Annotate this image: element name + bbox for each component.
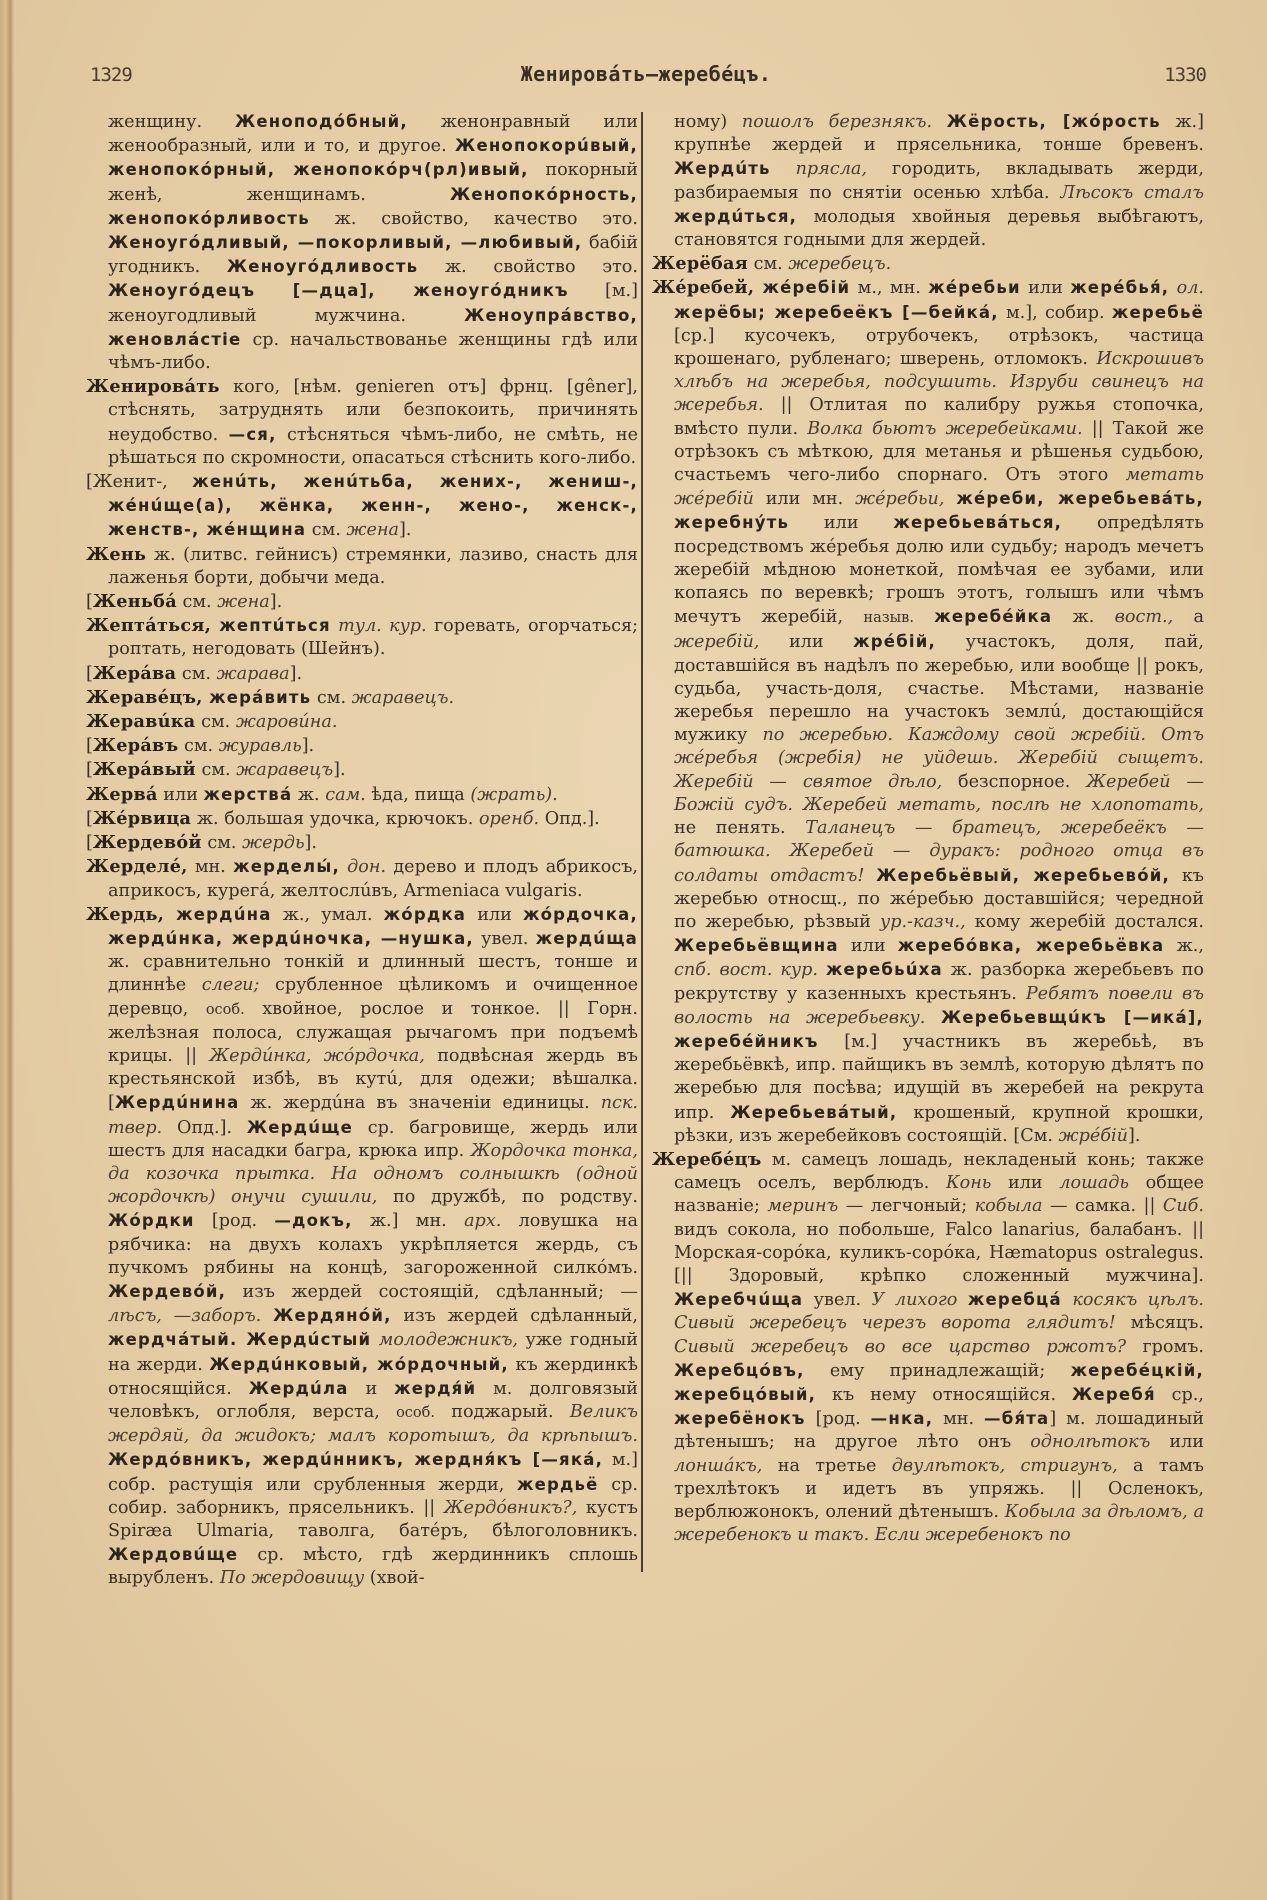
italic-text: ур.-казч.,: [879, 911, 966, 932]
dictionary-entry: [86, 855, 638, 902]
entry-text: [932, 112, 947, 132]
entry-text: ж. жердúна въ значеніи единицы.: [239, 1093, 601, 1114]
entry-text: стѣсняться чѣмъ-либо, не смѣть, не рѣшаться по скромности, опасаться стѣснить кого-либо.: [108, 424, 638, 468]
derived-headword: жерёбы; жеребеёкъ [—бейкá,: [674, 302, 999, 322]
italic-text: дон.: [347, 857, 387, 878]
italic-text: У лихого: [871, 1290, 958, 1311]
entry-text: къ жердинкѣ относящійся.: [108, 1354, 638, 1399]
entry-text: общее названіе;: [674, 1173, 1204, 1217]
derived-headword: —бя́та: [984, 1409, 1050, 1429]
italic-text: Искрошивъ хлѣбъ на жеребья, подсушить. Изруби свинецъ на жеребья.: [674, 349, 1204, 416]
derived-headword: жеребьúха: [825, 960, 943, 980]
entry-text: [914, 607, 934, 627]
italic-text: пск. твер.: [108, 1093, 638, 1138]
entry-text: срубленное цѣликомъ и очищенное деревцо,: [108, 975, 638, 1019]
derived-headword: Жердúнина: [114, 1093, 240, 1113]
entry-text: или: [838, 936, 898, 957]
derived-headword: Жёрость, [жóрость: [946, 112, 1161, 131]
italic-text: Жеребей — Божій судъ. Жеребей метать, послѣ не хлопотать,: [674, 771, 1204, 815]
entry-text: Опд.].: [539, 808, 600, 829]
entry-text: [: [86, 808, 93, 829]
italic-text: ол.: [1176, 278, 1204, 299]
entry-headword: Жеравéцъ,: [86, 686, 210, 708]
entry-text: молодыя хвойныя деревья выбѣгаютъ, становятся годными для жердей.: [674, 206, 1204, 251]
derived-headword: жеребьевáться,: [893, 513, 1063, 533]
italic-text: двулѣтокъ, стригунъ,: [891, 1455, 1118, 1476]
derived-headword: Жеребьевщúкъ [—икá],: [940, 1007, 1204, 1027]
entry-text: [1169, 278, 1176, 298]
small-text: назыв.: [863, 610, 914, 627]
derived-headword: Женоугóдливость: [226, 257, 419, 277]
italic-text: по жеребью. Каждому свой жребій. Отъ жéребья (жребія) не уйдешь. Жеребій сыщетъ. Жеребій — святое дѣло,: [674, 725, 1204, 792]
italic-text: сам.: [325, 784, 366, 805]
entry-text: Опд.].: [162, 1117, 247, 1138]
derived-headword: жерделы́,: [233, 857, 340, 877]
entry-text: ср. багровище, жердь или шестъ для насадки багра, крюка ипр.: [108, 1117, 638, 1161]
entry-text: см.: [311, 687, 352, 708]
entry-text: м. долговязый человѣкъ, оглобля, верста,: [108, 1378, 638, 1422]
italic-text: Великъ жердяй, да жидокъ; малъ коротышъ, да крѣпышъ.: [108, 1401, 638, 1447]
entry-text: видъ сокола, но побольше, Falco lanarius, балабанъ. || Морская-сорóка, куликъ-сорóка, Hæmatopus ostralegus. [|| Здоровый, крѣпко сложенный мужчина].: [674, 1219, 1204, 1286]
entry-text: см.: [195, 760, 237, 781]
italic-text: Кобыла за дѣломъ, а жеребенокъ и такъ. Если жеребенокъ по: [674, 1501, 1204, 1546]
derived-headword: жерáвить: [209, 687, 312, 707]
italic-text: жеребій,: [674, 632, 760, 653]
derived-headword: жеребéйка: [934, 607, 1053, 627]
dictionary-entry: [86, 783, 638, 807]
entry-text: ж., умал.: [271, 904, 384, 925]
entry-text: см.: [201, 833, 243, 854]
entry-text: по дружбѣ, по родству.: [377, 1187, 639, 1208]
entry-text: (хвой-: [364, 1568, 425, 1589]
italic-text: арх.: [464, 1211, 502, 1232]
derived-headword: Жеребцóвъ,: [674, 1360, 805, 1380]
italic-text: Сиб.: [1162, 1196, 1204, 1217]
entry-text: [ср.] кусочекъ, отрубочекъ, отрѣзокъ, частица крошенаго, рубленаго; шверень, отломокъ.: [674, 325, 1204, 370]
entry-headword: Жептáться,: [86, 615, 220, 637]
entry-text: см.: [195, 712, 236, 733]
entry-text: м. самецъ лошадь, некладеный конь; также самецъ оселъ, верблюдъ.: [674, 1149, 1204, 1194]
entry-text: [род.: [805, 1409, 871, 1430]
entry-text: женщину.: [108, 112, 235, 132]
italic-text: жаравецъ: [236, 760, 334, 781]
page-number-left: 1329: [90, 64, 132, 86]
italic-text: молодежникъ,: [378, 1330, 519, 1351]
derived-headword: Жердúнковый, жóрдочный,: [209, 1354, 509, 1374]
derived-headword: жéреби, жеребьевáть, жеребнýть: [674, 489, 1204, 533]
entry-text: [771, 159, 796, 179]
derived-headword: —докъ,: [274, 1211, 353, 1231]
entry-text: мн.: [187, 857, 234, 878]
entry-text: ѣда, пища: [365, 784, 471, 805]
derived-headword: жердчáтый. Жердúстый: [108, 1330, 372, 1350]
italic-text: косякъ цѣлъ. Сивый жеребецъ черезъ ворота глядитъ!: [674, 1290, 1205, 1334]
entry-text: или: [789, 513, 894, 534]
derived-headword: Жеребьевáтый,: [730, 1102, 898, 1122]
derived-headword: —нка,: [870, 1409, 934, 1429]
italic-text: По жердовищу: [219, 1568, 365, 1589]
italic-text: жеребецъ.: [788, 254, 892, 275]
dictionary-entry: [86, 686, 638, 710]
entry-text: или: [1150, 1432, 1204, 1453]
entry-headword: Жéрвица: [92, 807, 192, 829]
entry-continuation: [86, 110, 638, 375]
entry-text: [м.] женоугодливый мужчина.: [108, 281, 638, 326]
italic-text: Волка бьютъ жеребейками.: [807, 418, 1083, 439]
small-text: особ.: [205, 1001, 245, 1018]
entry-text: или: [1020, 278, 1071, 299]
derived-headword: Женоподóбный,: [235, 112, 408, 131]
derived-headword: жóрдка: [383, 904, 467, 924]
derived-headword: жерствá: [203, 784, 293, 804]
entry-text: бабій угодникъ.: [108, 233, 638, 278]
italic-text: кобыла: [974, 1196, 1043, 1217]
entry-headword: Жеравúка: [86, 711, 196, 733]
entry-text: горевать, огорчаться; роптать, негодовать (Шейнъ).: [108, 616, 639, 660]
italic-text: Ребятъ повели въ волость на жеребьевку.: [674, 983, 1204, 1028]
entry-text: или: [991, 1173, 1060, 1194]
italic-text: (жрать).: [470, 784, 558, 805]
derived-headword: жерéбья́,: [1070, 278, 1170, 298]
entry-text: ж.: [1052, 607, 1115, 628]
entry-text: м.] собр. растущія или срубленныя жерди,: [108, 1450, 638, 1495]
derived-headword: Женоупрáвство, женовлáстіе: [108, 305, 638, 349]
entry-text: см.: [176, 592, 218, 613]
entry-text: кого, [нѣм. genieren отъ] фрнц. [gêner], стѣснять, затруднять или безпокоить, причинять неудобство.: [108, 377, 638, 445]
entry-text: ж. свойство это.: [418, 257, 638, 278]
derived-headword: жеребéцкій, жеребцóвый,: [674, 1360, 1204, 1404]
dictionary-entry: [652, 1148, 1204, 1547]
entry-text: [818, 960, 826, 980]
entry-text: или: [466, 904, 524, 925]
entry-text: городить, вкладывать жерди, разбираемыя по снятіи осенью хлѣба.: [674, 159, 1204, 203]
dictionary-entry: [86, 758, 638, 782]
entry-text: изъ жердей сдѣланный,: [391, 1306, 638, 1327]
entry-text: [261, 1306, 273, 1326]
entry-text: ж. свойство, качество это.: [309, 208, 638, 229]
italic-text: жрéбій: [1058, 1125, 1128, 1146]
column-divider: [641, 112, 643, 1572]
dictionary-entry: [86, 375, 638, 470]
entry-continuation: [652, 110, 1204, 252]
dictionary-entry: [86, 614, 638, 661]
entry-text: кому жеребій достался.: [965, 911, 1204, 932]
derived-headword: жердúна: [176, 904, 272, 924]
derived-headword: Женопокорúвый, женопокóрный, женопокóрч(рл)ивый,: [108, 136, 638, 180]
entry-text: м., мн.: [850, 278, 929, 299]
entry-text: ему принадлежащій;: [804, 1360, 1071, 1381]
entry-text: см.: [178, 736, 219, 757]
entry-text: ж. (литвс. гейнисъ) стремянки, лазиво, снасть для лаженья борти, добычи меда.: [108, 544, 638, 588]
derived-headword: жептúться: [219, 616, 331, 636]
entry-text: опредѣлять посредствомъ жéребья долю или судьбу; народъ мечетъ жеребій мѣдною монеткой, помѣчая ее зубами, или копаясь по веревкѣ; грошъ этотъ, голышъ или чѣмъ мечутъ жеребій,: [674, 513, 1204, 628]
entry-text: [944, 489, 956, 509]
italic-text: жена: [346, 520, 400, 541]
italic-text: Конь: [945, 1173, 992, 1194]
entry-text: къ жеребью относщ., по жéребью доставшійся; чередной по жеребью, рѣзвый: [674, 865, 1205, 932]
derived-headword: Жердевóй,: [108, 1281, 227, 1301]
dictionary-entry: [86, 807, 638, 831]
entry-text: дерево и плодъ абрикосъ, априкосъ, курегá, желтослúвъ, Armeniaca vulgaris.: [108, 857, 638, 901]
entry-headword: Жердевóй: [92, 832, 202, 854]
derived-headword: жрéбій,: [853, 632, 936, 652]
entry-text: а: [1173, 607, 1204, 628]
entry-text: ср. начальствованье женщины гдѣ или чѣмъ-либо.: [108, 329, 638, 374]
italic-text: Таланецъ — братецъ, жеребеёкъ — батюшка. Жеребей — дуракъ: родного отца въ солдаты отдастъ!: [674, 818, 1204, 886]
entry-text: а тамъ трехлѣтокъ и идетъ въ упряжь. || Осленокъ, верблюжонокъ, олений дѣтенышъ.: [674, 1455, 1204, 1522]
entry-text: ж. разборка жеребьевъ по рекрутству у казенныхъ крестьянъ.: [674, 960, 1205, 1004]
derived-headword: жеребéйникъ: [674, 1031, 819, 1051]
entry-text: безспорное.: [942, 771, 1087, 792]
entry-text: || Такой же отрѣзокъ съ мѣткою, для метанья и рѣшенья судьбою, счастьемъ чего-либо спорнаго. Отъ этого: [674, 418, 1204, 486]
entry-text: ж.,: [1164, 936, 1204, 957]
entry-text: — самка. ||: [1042, 1196, 1163, 1217]
entry-headword: Жерáва: [92, 662, 177, 684]
entry-headword: Жерáвый: [92, 759, 196, 781]
italic-text: жена: [217, 592, 270, 613]
running-head: Женировáть—жеребéцъ.: [520, 62, 772, 86]
entry-text: — легчоный;: [838, 1196, 975, 1217]
italic-text: слеги;: [201, 975, 260, 996]
entry-text: [м.] участникъ въ жеребьѣ, въ жеребьёвкѣ, ипр. пайщикъ въ землѣ, которую дѣлятъ по жеребью для посѣва; идущій въ жеребей на рекрута ипр.: [674, 1031, 1204, 1123]
dictionary-entry: [86, 590, 638, 614]
page-header: [86, 62, 1206, 92]
entry-text: ].: [289, 663, 303, 684]
entry-text: громъ.: [1126, 1336, 1205, 1357]
dictionary-entry: [86, 662, 638, 686]
derived-headword: женúть, женúтьба, жених-, жениш-, жéнúще(а), жёнка, женн-, жено-, женск-, женств-, жéнщина: [108, 472, 638, 540]
entry-text: подвѣсная жердь въ крестьянской избѣ, въ кутú, для одежи; вѣшалка. [: [108, 1045, 638, 1114]
italic-text: тул. кур.: [338, 616, 427, 637]
italic-text: Лѣсокъ сталъ: [1060, 182, 1204, 203]
italic-text: лоншáкъ,: [674, 1455, 763, 1476]
entry-text: ж.] мн.: [352, 1211, 465, 1232]
entry-text: ж. большая удочка, крючокъ.: [191, 808, 479, 829]
entry-headword: Жеребéцъ: [652, 1148, 762, 1170]
entry-text: см.: [748, 254, 789, 275]
derived-headword: Жеребьёвый, жеребьевóй,: [876, 865, 1170, 885]
entry-text: [331, 616, 338, 636]
entry-headword: Жервá: [86, 783, 158, 805]
derived-headword: Жердовúще: [108, 1545, 239, 1565]
italic-text: —лѣсъ, —заборъ.: [108, 1281, 638, 1327]
italic-text: меринъ: [767, 1196, 839, 1217]
entry-text: ср. собир. заборникъ, пряcельникъ. ||: [108, 1474, 638, 1518]
derived-headword: Жердúть: [674, 159, 771, 179]
dictionary-entry: [86, 903, 638, 1591]
entry-text: см.: [306, 520, 347, 541]
entry-text: или мн.: [753, 489, 856, 510]
italic-text: вост.,: [1114, 607, 1174, 628]
entry-text: кустъ Spiræa Ulmaria, таволга, батéръ, бѣлоголовникъ.: [108, 1497, 638, 1541]
entry-text: и: [348, 1378, 395, 1399]
entry-text: поджарый.: [435, 1401, 570, 1422]
italic-text: спб. вост. кур.: [674, 960, 818, 981]
derived-headword: жеребóвка, жеребьёвка: [897, 936, 1165, 956]
entry-text: [: [86, 736, 93, 757]
derived-headword: жеребцá: [967, 1290, 1062, 1310]
italic-text: жéребьи,: [855, 489, 945, 510]
entry-text: ].: [304, 833, 317, 854]
entry-headword: Жерёбая: [652, 253, 749, 275]
dictionary-entry: [86, 543, 638, 590]
entry-text: ].: [399, 520, 412, 541]
entry-headword: Жéребей,: [652, 277, 763, 299]
entry-text: ].: [301, 736, 315, 757]
italic-text: Сивый жеребецъ во все царство ржотъ?: [674, 1336, 1127, 1357]
entry-text: ср. мѣсто, гдѣ жердинникъ сплошь вырубленъ.: [108, 1545, 638, 1589]
entry-text: женонравный или женообразный, или и то, и другое.: [108, 112, 639, 157]
derived-headword: жéребій: [762, 278, 851, 298]
derived-headword: —ся,: [228, 424, 277, 444]
entry-text: ж.] крупнѣе жердей и прясельника, тонше бревенъ.: [674, 112, 1205, 156]
entry-text: [371, 1330, 378, 1350]
italic-text: жердь: [242, 833, 305, 854]
entry-text: ж.: [292, 784, 326, 805]
right-column: [652, 110, 1204, 1547]
derived-headword: жеребёнокъ: [674, 1409, 806, 1429]
dictionary-entry: [86, 831, 638, 855]
entry-text: крошеный, крупной крошки, рѣзки, изъ жеребейковъ состоящій. [См.: [674, 1102, 1204, 1146]
page-number-right: 1330: [1164, 64, 1206, 86]
entry-text: [Женит-,: [86, 472, 193, 493]
entry-text: || Отлитая по калибру ружья стопочка, вмѣсто пули.: [674, 395, 1204, 439]
derived-headword: жердьё: [517, 1474, 599, 1494]
small-text: особ.: [396, 1404, 435, 1421]
derived-headword: Жердóвникъ, жердúнникъ, жердня́къ [—якá,: [108, 1450, 604, 1470]
italic-text: жарава: [216, 663, 290, 684]
entry-text: къ нему относящійся.: [816, 1384, 1073, 1405]
entry-text: [1062, 1290, 1073, 1310]
derived-headword: жердúща: [535, 928, 638, 948]
italic-text: однолѣтокъ: [1030, 1432, 1151, 1453]
entry-headword: Женировáть: [86, 376, 220, 398]
entry-text: увел.: [473, 928, 536, 949]
italic-text: метать жéребій: [674, 465, 1204, 510]
entry-text: ср.,: [1155, 1384, 1204, 1405]
entry-text: [: [86, 663, 93, 684]
derived-headword: жердя́й: [394, 1378, 477, 1398]
entry-text: уже годный на жерди.: [108, 1330, 639, 1375]
derived-headword: Жердúла: [248, 1378, 349, 1398]
derived-headword: Жеребя́: [1072, 1384, 1156, 1404]
dictionary-entry: [652, 252, 1204, 276]
derived-headword: жéребьи: [928, 278, 1021, 298]
italic-text: Жердúнка, жóрдочка,: [209, 1045, 425, 1066]
entry-text: ловушка на рябчика: на двухъ колахъ укрѣпляется жердь, съ пучкомъ рябины на концѣ, загороженной силкóмъ.: [108, 1211, 638, 1278]
entry-text: ].: [1127, 1125, 1141, 1146]
book-spine-edge: [0, 0, 14, 1900]
derived-headword: жеребьё: [1111, 302, 1204, 322]
entry-text: участокъ, доля, пай, доставшійся въ надѣлъ по жеребью, или вообще || рокъ, судьба, участь-доля, счастье. Мѣстами, названіе жеребья перешло на участокъ землú, достающійся мужику: [674, 632, 1204, 746]
entry-headword: Жерделé,: [86, 856, 188, 878]
italic-text: Жордочка тонка, да козочка прытка. На одномъ солнышкѣ (одной жордочкѣ) онучи сушили,: [108, 1140, 638, 1208]
entry-text: ному): [674, 112, 742, 132]
entry-text: увел.: [803, 1290, 872, 1311]
entry-text: мѣсяцъ.: [1115, 1313, 1204, 1334]
derived-headword: Жеребьёвщина: [674, 936, 839, 956]
italic-text: пошолъ березнякъ.: [741, 112, 933, 132]
entry-headword: Жерáвъ: [92, 735, 179, 757]
entry-text: [925, 1008, 941, 1028]
entry-text: [: [86, 833, 93, 854]
entry-text: ].: [269, 592, 283, 613]
entry-text: м.], собир.: [998, 302, 1112, 323]
derived-headword: жóрдочка, жердúнка, жердúночка, —нушка,: [108, 904, 638, 948]
derived-headword: Женоугóдецъ [—дца], женоугóдникъ: [108, 281, 569, 301]
entry-text: не пенять.: [674, 818, 806, 839]
entry-text: или: [157, 784, 204, 805]
derived-headword: Жердúще: [246, 1117, 353, 1137]
entry-text: [: [86, 760, 93, 781]
entry-text: [род.: [194, 1211, 275, 1232]
italic-text: оренб.: [478, 808, 540, 829]
entry-text: см.: [176, 663, 217, 684]
left-column: [86, 110, 638, 1591]
entry-headword: Женьбá: [92, 591, 177, 613]
italic-text: прясла,: [795, 159, 867, 180]
derived-headword: Женоугóдливый, —покорливый, —любивый,: [108, 233, 583, 253]
entry-text: на третье: [762, 1455, 892, 1476]
derived-headword: жердúться,: [674, 206, 798, 226]
italic-text: Жердóвникъ?,: [443, 1497, 578, 1518]
italic-text: жаравецъ.: [351, 687, 455, 708]
entry-text: [: [86, 592, 93, 613]
entry-text: или: [759, 632, 854, 653]
dictionary-entry: [86, 470, 638, 543]
derived-headword: Женопокóрность, женопокóрливость: [108, 184, 638, 228]
entry-headword: Жердь,: [86, 903, 177, 925]
italic-text: жаровúна.: [235, 712, 338, 733]
derived-headword: Жóрдки: [108, 1211, 195, 1231]
entry-text: [957, 1290, 968, 1310]
entry-text: хвойное, рослое и тонкое. || Горн. желѣзная полоса, служащая рычагомъ при подъемѣ крицы. ||: [108, 998, 639, 1066]
entry-text: ] м. лошадиный дѣтенышъ; на другое лѣто онъ: [674, 1409, 1204, 1453]
entry-text: ж. сравнительно тонкій и длинный шестъ, тонше и длиннѣе: [108, 952, 638, 996]
entry-text: изъ жердей состоящій, сдѣланный;: [226, 1281, 621, 1302]
entry-text: мн.: [933, 1409, 985, 1430]
entry-text: покорный женѣ, женщинамъ.: [108, 160, 638, 205]
italic-text: лошадь: [1059, 1173, 1129, 1194]
entry-headword: Жень: [86, 543, 147, 565]
entry-text: [864, 866, 876, 886]
derived-headword: Жердянóй,: [273, 1306, 392, 1326]
entry-text: ].: [333, 760, 346, 781]
derived-headword: Жеребчúща: [674, 1290, 804, 1310]
italic-text: журавль: [218, 736, 302, 757]
dictionary-entry: [86, 710, 638, 734]
dictionary-entry: [652, 276, 1204, 1148]
dictionary-entry: [86, 734, 638, 758]
